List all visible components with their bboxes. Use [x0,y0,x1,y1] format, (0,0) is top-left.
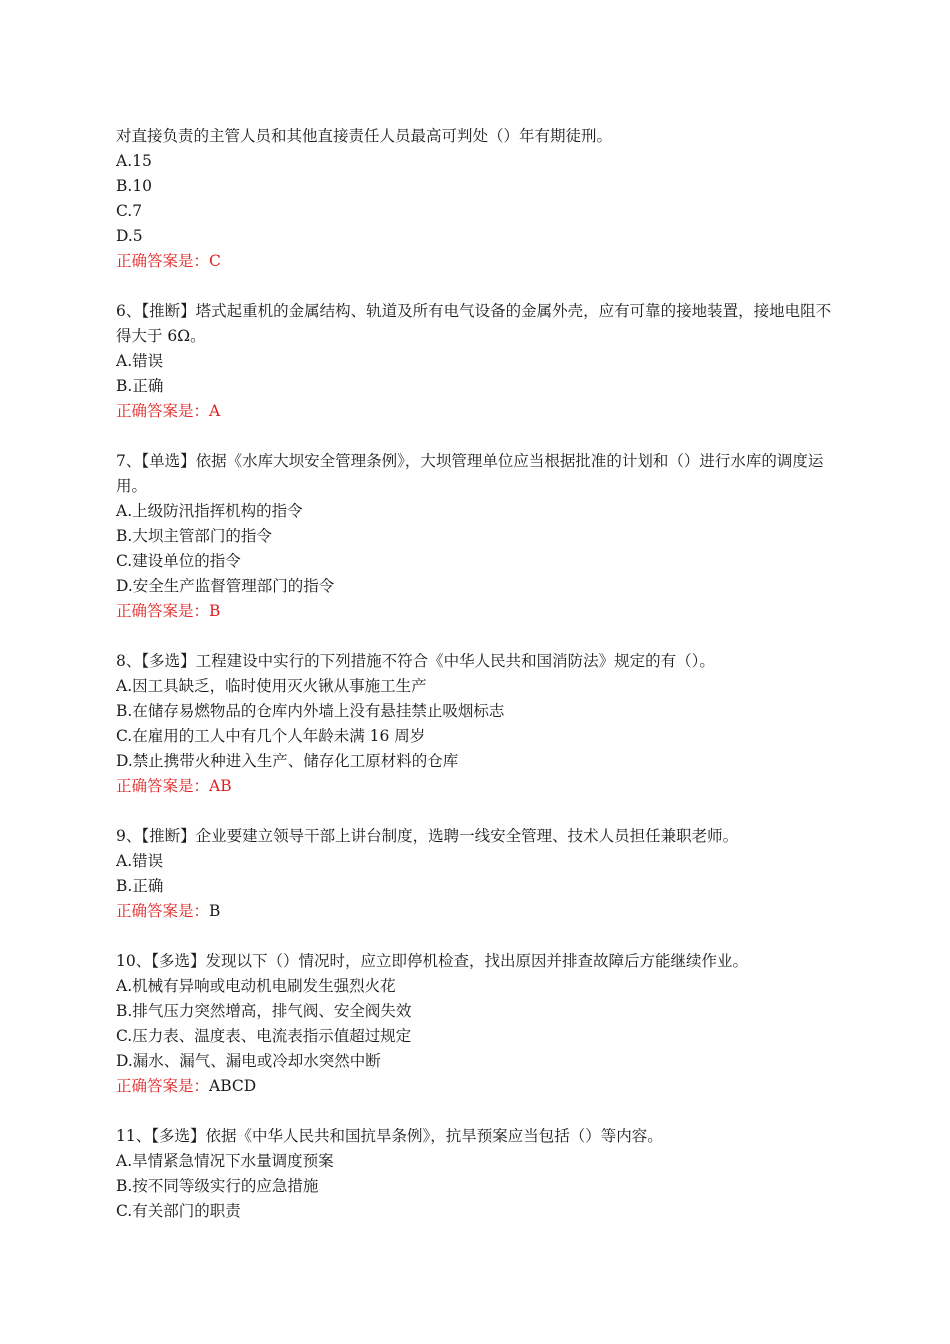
answer-value: ABCD [209,1077,257,1095]
option: C.有关部门的职责 [116,1202,241,1220]
option: C.压力表、温度表、电流表指示值超过规定 [116,1027,412,1045]
answer-line [116,599,836,624]
option: A.机械有异响或电动机电刷发生强烈火花 [116,977,396,995]
question-stem: 对直接负责的主管人员和其他直接责任人员最高可判处（）年有期徒刑。 [116,127,613,145]
option: D.禁止携带火种进入生产、储存化工原材料的仓库 [116,752,459,770]
option: C.建设单位的指令 [116,552,241,570]
option: B.正确 [116,377,164,395]
question-stem: 9、【推断】企业要建立领导干部上讲台制度，选聘一线安全管理、技术人员担任兼职老师。 [116,827,739,845]
option: A.因工具缺乏，临时使用灭火锹从事施工生产 [116,677,427,695]
question-stem: 10、【多选】发现以下（）情况时，应立即停机检查，找出原因并排查故障后方能继续作业。 [116,952,748,970]
option: B.正确 [116,877,164,895]
question-8 [116,649,836,799]
question-11 [116,1124,836,1224]
question-6 [116,299,836,424]
answer-value: C [209,252,221,270]
option: D.安全生产监督管理部门的指令 [116,577,335,595]
question-9 [116,824,836,924]
question-stem: 6、【推断】塔式起重机的金属结构、轨道及所有电气设备的金属外壳，应有可靠的接地装置，接地电阻不得大于 6Ω。 [116,302,832,345]
option: A.旱情紧急情况下水量调度预案 [116,1152,334,1170]
option: D.5 [116,227,143,245]
option: C.7 [116,202,143,220]
answer-label: 正确答案是： [116,252,210,270]
answer-line [116,249,836,274]
question-stem: 7、【单选】依据《水库大坝安全管理条例》，大坝管理单位应当根据批准的计划和（）进行水库的调度运用。 [116,452,824,495]
question-stem: 11、【多选】依据《中华人民共和国抗旱条例》，抗旱预案应当包括（）等内容。 [116,1127,663,1145]
option: B.大坝主管部门的指令 [116,527,272,545]
answer-value: A [209,402,221,420]
option: B.排气压力突然增高，排气阀、安全阀失效 [116,1002,412,1020]
option: B.10 [116,177,153,195]
answer-label: 正确答案是： [116,777,210,795]
answer-value: B [209,902,221,920]
option: B.按不同等级实行的应急措施 [116,1177,319,1195]
answer-label: 正确答案是： [116,1077,210,1095]
question-7 [116,449,836,624]
answer-line [116,899,836,924]
answer-value: AB [209,777,232,795]
option: D.漏水、漏气、漏电或冷却水突然中断 [116,1052,381,1070]
answer-label: 正确答案是： [116,402,210,420]
answer-value: B [209,602,221,620]
answer-label: 正确答案是： [116,602,210,620]
option: A.错误 [116,852,164,870]
option: A.错误 [116,352,164,370]
answer-line [116,399,836,424]
question-10 [116,949,836,1099]
answer-line [116,1074,836,1099]
question-intro [116,124,836,274]
answer-label: 正确答案是： [116,902,210,920]
document-page [116,124,836,1224]
option: C.在雇用的工人中有几个人年龄未满 16 周岁 [116,727,426,745]
option: A.15 [116,152,152,170]
option: B.在储存易燃物品的仓库内外墙上没有悬挂禁止吸烟标志 [116,702,505,720]
option: A.上级防汛指挥机构的指令 [116,502,303,520]
question-stem: 8、【多选】工程建设中实行的下列措施不符合《中华人民共和国消防法》规定的有（）。 [116,652,715,670]
answer-line [116,774,836,799]
